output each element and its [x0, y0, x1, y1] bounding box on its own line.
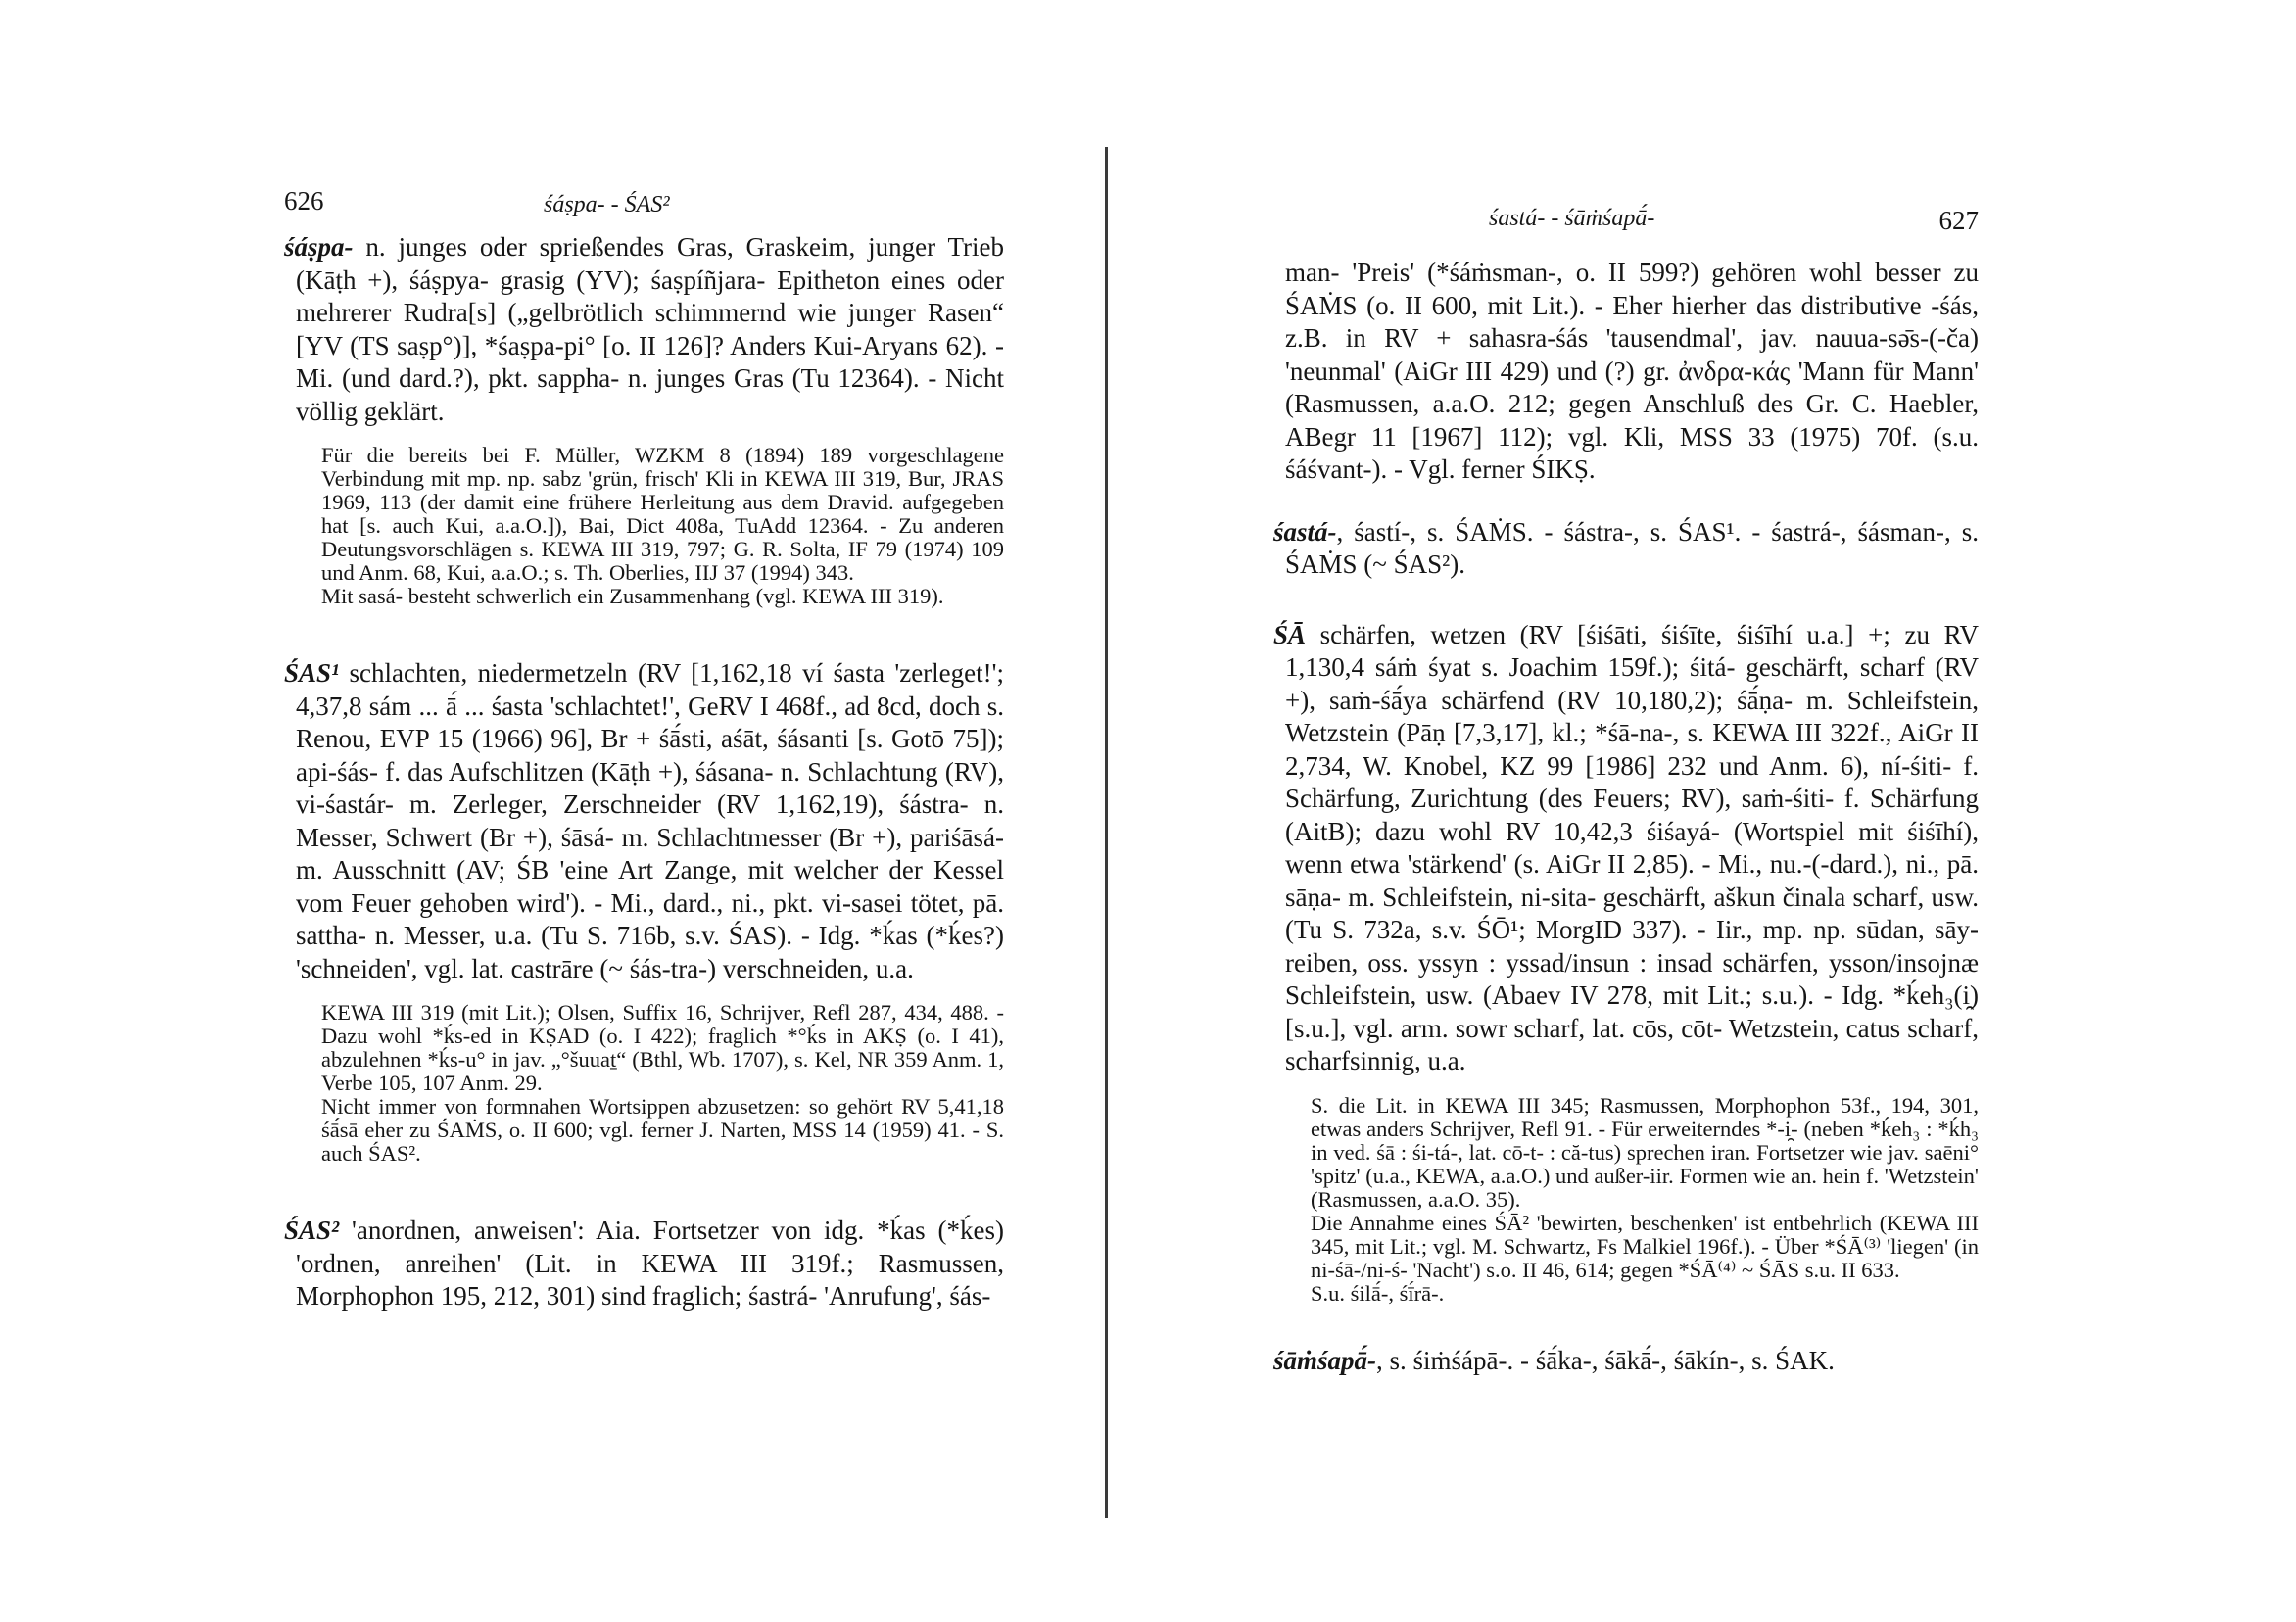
- entries-column: [284, 231, 1004, 1313]
- entry-body: schlachten, niedermetzeln (RV [1,162,18 ví śasta 'zerleget!'; 4,37,8 sám ... ā́ ... śasta 'schlachtet!', GeRV I 468f., ad 8cd, doch s. Renou, EVP 15 (1966) 96], Br + śā́sti, aśāt, śásanti [s. Gotō 75]); api-śás- f. das Aufschlitzen (Kāṭh +), śásana- n. Schlachtung (RV), vi-śastár- m. Zerleger, Zerschneider (RV 1,162,19), śástra- n. Messer, Schwert (Br +), śāsá- m. Schlachtmesser (Br +), pariśāsá- m. Ausschnitt (AV; ŚB 'eine Art Zange, mit welcher der Kessel vom Feuer gehoben wird'). - Mi., dard., ni., pkt. vi-sasei tötet, pā. sattha- n. Messer, u.a. (Tu S. 716b, s.v. ŚAS). - Idg. *ḱas (*ḱes?) 'schneiden', vgl. lat. castrāre (~ śás-tra-) verschneiden, u.a.: [296, 658, 1004, 983]
- headword: ŚAS¹: [284, 658, 340, 688]
- entry-saspa: [284, 231, 1004, 428]
- headword: śastá-: [1273, 516, 1337, 547]
- footnote: Die Annahme eines ŚĀ² 'bewirten, beschenken' ist entbehrlich (KEWA III 345, mit Lit.; vgl. M. Schwartz, Fs Malkiel 196f.). - Über *ŚĀ⁽³⁾ 'liegen' (in ni-śā-/ni-ś- 'Nacht') s.o. II 46, 614; gegen *ŚĀ⁽⁴⁾ ~ ŚĀS s.u. II 633.: [1311, 1210, 1979, 1282]
- headword: śáṣpa-: [284, 232, 354, 262]
- running-head: śastá- - śāṁśapā́-: [1489, 206, 1655, 231]
- entry-body: , s. śiṁśápā-. - śā́ka-, śākā́-, śākín-, s. ŚAK.: [1376, 1345, 1835, 1375]
- entry-body: schärfen, wetzen (RV [śiśāti, śiśīte, śiśīhí u.a.] +; zu RV 1,130,4 sáṁ śyat s. Joachim 159f.); śitá- geschärft, scharf (RV +), saṁ-śā́ya schärfend (RV 10,180,2); śā́ṇa- m. Schleifstein, Wetzstein (Pāṇ [7,3,17], kl.; *śā-na-, s. KEWA III 322f., AiGr II 2,734, W. Knobel, KZ 99 [1986] 232 und Anm. 6), ní-śiti- f. Schärfung, Zurichtung (des Feuers; RV), saṁ-śiti- f. Schärfung (AitB); dazu wohl RV 10,42,3 śiśayá- (Wortspiel mit śiśīhí), wenn etwa 'stärkend' (s. AiGr II 2,85). - Mi., nu.-(-dard.), ni., pā. sāṇa- m. Schleifstein, ni-sita- geschärft, aškun činala scharf, usw. (Tu S. 732a, s.v. ŚŌ¹; MorgID 337). - Iir., mp. np. sūdan, sāy- reiben, oss. yssyn : yssad/insun : insad schärfen, ysson/insojnæ Schleifstein, usw. (Abaev IV 278, mit Lit.; s.u.). - Idg. *ḱeh₃(i̯) [s.u.], vgl. arm. sowr scharf, lat. cōs, cōt- Wetzstein, catus scharf, scharfsinnig, u.a.: [1285, 619, 1979, 1075]
- entry-sas2: [284, 1215, 1004, 1313]
- headword: ŚAS²: [284, 1216, 340, 1245]
- entry-sa: [1273, 619, 1979, 1078]
- footnote: S.u. śilā́-, śī́rā-.: [1311, 1280, 1445, 1306]
- entry-sasta: [1273, 516, 1979, 582]
- entry-body: 'anordnen, anweisen': Aia. Fortsetzer von idg. *ḱas (*ḱes) 'ordnen, anreihen' (Lit. in KEWA III 319f.; Rasmussen, Morphophon 195, 212, 301) sind fraglich; śastrá- 'Anrufung', śás-: [296, 1216, 1004, 1311]
- entry-continuation: man- 'Preis' (*śáṁsman-, o. II 599?) gehören wohl besser zu ŚAṀS (o. II 600, mit Lit.). - Eher hierher das distributive -śás, z.B. in RV + sahasra-śás 'tausendmal', jav. nauua-sǝ̄s-(-ča) 'neunmal' (AiGr III 429) und (?) gr. ἀνδρα-κάς 'Mann für Mann' (Rasmussen, a.a.O. 212; gegen Anschluß des Gr. C. Haebler, ABegr 11 [1967] 112); vgl. Kli, MSS 33 (1975) 70f. (s.u. śáśvant-). - Vgl. ferner ŚIKṢ.: [1285, 258, 1979, 484]
- entry-samsapa: [1273, 1345, 1979, 1378]
- running-head: śáṣpa- - ŚAS²: [544, 192, 670, 217]
- footnote: Mit sasá- besteht schwerlich ein Zusammenhang (vgl. KEWA III 319).: [321, 584, 944, 608]
- footnote: S. die Lit. in KEWA III 345; Rasmussen, Morphophon 53f., 194, 301, etwas anders Schrijver, Refl 91. - Für erweiterndes *-i̯- (neben *ḱeh₃ : *ḱh₃ in ved. śā : śi-tá-, lat. cō-t- : că-tus) sprechen iran. Fortsetzer wie jav. saēni° 'spitz' (u.a., KEWA, a.a.O.) und außer-iir. Formen wie an. hein f. 'Wetzstein' (Rasmussen, a.a.O. 35).: [1311, 1092, 1979, 1212]
- page-number: 626: [284, 186, 324, 215]
- footnote: Für die bereits bei F. Müller, WZKM 8 (1894) 189 vorgeschlagene Verbindung mit mp. np. sabz 'grün, frisch' Kli in KEWA III 319, Bur, JRAS 1969, 113 (der damit eine frühere Herleitung aus dem Dravid. aufgegeben hat [s. auch Kui, a.a.O.]), Bai, Dict 408a, TuAdd 12364. - Zu anderen Deutungsvorschlägen s. KEWA III 319, 797; G. R. Solta, IF 79 (1974) 109 und Anm. 68, Kui, a.a.O.; s. Th. Oberlies, IIJ 37 (1994) 343.: [321, 443, 1004, 585]
- entry-sas1: [284, 657, 1004, 985]
- entry-body: n. junges oder sprießendes Gras, Graskeim, junger Trieb (Kāṭh +), śáṣpya- grasig (YV); śaṣpíñjara- Epitheton eines oder mehrerer Rudra[s] („gelbrötlich schimmernd wie junger Rasen“ [YV (TS saṣp°)], *śaṣpa-pi° [o. II 126]? Anders Kui-Aryans 62). - Mi. (und dard.?), pkt. sappha- n. junges Gras (Tu 12364). - Nicht völlig geklärt.: [296, 232, 1004, 426]
- headword: ŚĀ: [1273, 619, 1307, 649]
- entries-column: [1273, 257, 1979, 1377]
- page-number: 627: [1938, 206, 1979, 235]
- center-divider: [1105, 147, 1108, 1518]
- headword: śāṁśapā́-: [1273, 1345, 1377, 1375]
- footnote: KEWA III 319 (mit Lit.); Olsen, Suffix 16, Schrijver, Refl 287, 434, 488. - Dazu wohl *ḱs-ed in KṢAD (o. I 422); fraglich *°ḱs in AKṢ (o. I 41), abzulehnen *ḱs-u° in jav. „°šuuaṯ“ (Bthl, Wb. 1707), s. Kel, NR 359 Anm. 1, Verbe 105, 107 Anm. 29.: [321, 1000, 1004, 1095]
- footnote: Nicht immer von formnahen Wortsippen abzusetzen: so gehört RV 5,41,18 śā́sā eher zu ŚAṀS, o. II 600; vgl. ferner J. Narten, MSS 14 (1959) 41. - S. auch ŚAS².: [321, 1094, 1004, 1166]
- entry-body: , śastí-, s. ŚAṀS. - śástra-, s. ŚAS¹. - śastrá-, śásman-, s. ŚAṀS (~ ŚAS²).: [1285, 516, 1979, 579]
